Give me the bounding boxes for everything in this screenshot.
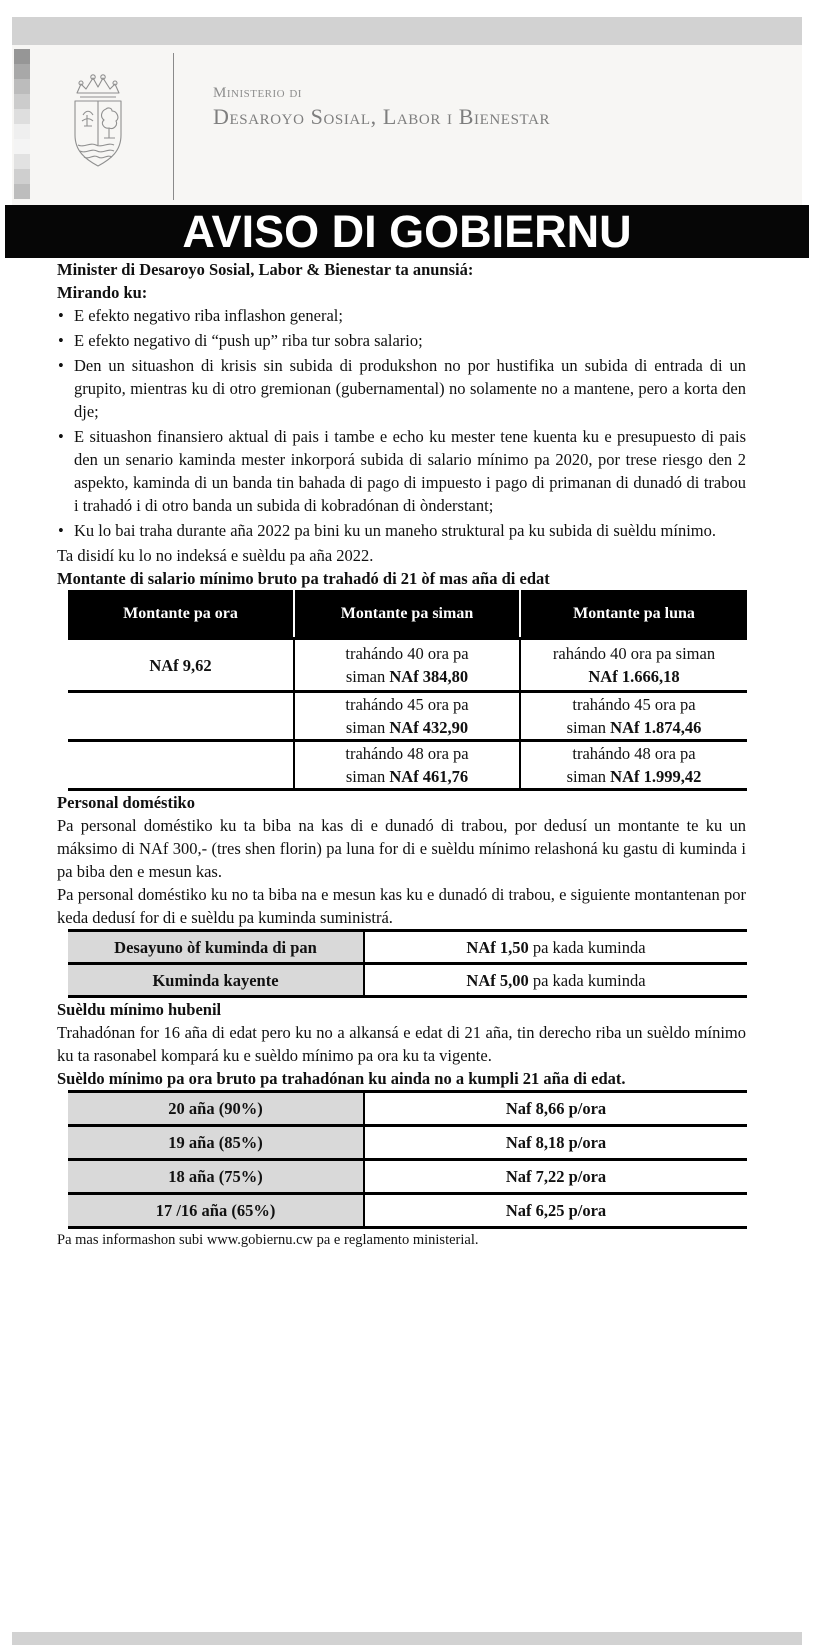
column-header-luna: Montante pa luna: [520, 590, 747, 639]
cell-line2: siman NAf 1.874,46: [566, 718, 702, 737]
notice-banner: [5, 205, 809, 258]
ministry-name-line2: Desaroyo Sosial, Labor i Bienestar: [213, 104, 551, 130]
cell-line2: siman NAf 384,80: [345, 667, 469, 686]
masthead-divider: [173, 53, 174, 200]
list-item: [57, 519, 746, 542]
bullet-icon: •: [58, 331, 64, 350]
hourly-amount-cell: [68, 741, 294, 790]
rate-cell: Naf 8,66 p/ora: [505, 1099, 607, 1118]
top-scan-bar: [12, 17, 802, 45]
cell-line1: trahándo 48 ora pa: [572, 744, 696, 763]
monthly-amount-cell: [520, 692, 747, 741]
cell-line1: trahándo 48 ora pa: [345, 744, 469, 763]
weekly-amount-cell: [294, 639, 520, 692]
salary-table: [68, 590, 747, 791]
table-row: [68, 931, 747, 964]
rate-cell: Naf 6,25 p/ora: [505, 1201, 607, 1220]
table-row: [68, 1194, 747, 1228]
youth-table-title: Suèldo mínimo pa ora bruto pa trahadónan ku ainda no a kumpli 21 aña di edat.: [57, 1069, 626, 1088]
cell-line2: siman NAf 461,76: [345, 767, 469, 786]
hourly-amount-cell: NAf 9,62: [149, 655, 212, 675]
youth-heading: Suèldu mínimo hubenil: [57, 1000, 222, 1019]
table-row: [68, 964, 747, 997]
list-item: [57, 425, 746, 517]
list-item: [57, 354, 746, 423]
ministry-name: [213, 85, 550, 130]
bullet-icon: •: [58, 521, 64, 540]
scan-artifact-strip: [14, 49, 30, 199]
age-cell: 18 aña (75%): [68, 1160, 364, 1194]
cell-line2: NAf 1.666,18: [588, 667, 680, 686]
footer-note: Pa mas informashon subi www.gobiernu.cw pa e reglamento ministerial.: [57, 1232, 479, 1248]
age-cell: 19 aña (85%): [68, 1126, 364, 1160]
deduction-table: [68, 929, 747, 998]
mirando-heading: Mirando ku:: [57, 283, 148, 302]
domestic-heading: Personal doméstiko: [57, 793, 195, 812]
cell-line1: trahándo 45 ora pa: [572, 695, 696, 714]
table-header-row: [68, 590, 747, 639]
deduction-label-cell: Desayuno òf kuminda di pan: [68, 931, 364, 964]
bottom-scan-bar: [12, 1632, 802, 1645]
cell-line1: rahándo 40 ora pa siman: [552, 644, 716, 663]
intro-line: Minister di Desaroyo Sosial, Labor & Bienestar ta anunsiá:: [57, 260, 474, 279]
list-item: [57, 304, 746, 327]
table-row: [68, 1126, 747, 1160]
list-item-text: Den un situashon di krisis sin subida di produkshon no por hustifika un subida di entrada di un grupito, mientras ku di otro gremionan (gubernamental) no solamente no a mantene, pero a korta den dje;: [74, 356, 746, 421]
table-row: [68, 692, 747, 741]
deduction-label-cell: Kuminda kayente: [68, 964, 364, 997]
list-item: [57, 329, 746, 352]
monthly-amount-cell: [520, 639, 747, 692]
table-row: [68, 1160, 747, 1194]
cell-line2: siman NAf 432,90: [345, 718, 469, 737]
column-header-ora: Montante pa ora: [68, 590, 294, 639]
deduction-amount-cell: NAf 1,50 pa kada kuminda: [466, 937, 646, 957]
age-cell: 17 /16 aña (65%): [68, 1194, 364, 1228]
bullet-icon: •: [58, 356, 64, 375]
decision-line: Ta disidí ku lo no indeksá e suèldu pa aña 2022.: [57, 546, 374, 565]
age-cell: 20 aña (90%): [68, 1092, 364, 1126]
table-row: [68, 639, 747, 692]
notice-banner-title: AVISO DI GOBIERNU: [182, 205, 632, 257]
list-item-text: E situashon finansiero aktual di pais i tambe e echo ku mester tene kuenta ku e presupuesto di pais den un senario kaminda mester inkorporá subida di salario mínimo pa 2020, por trese riesgo den 2 aspekto, kaminda di un banda tin bahada di pago di impuesto i pago di primanan di dunadó di trabou i trahadó i di otro banda un subida di kobradónan di ònderstant;: [74, 427, 746, 515]
deduction-amount-cell: NAf 5,00 pa kada kuminda: [466, 970, 646, 990]
notice-body: [57, 258, 746, 1252]
table-row: [68, 1092, 747, 1126]
hourly-amount-cell: [68, 692, 294, 741]
table-row: [68, 741, 747, 790]
bullet-icon: •: [58, 427, 64, 446]
column-header-siman: Montante pa siman: [294, 590, 520, 639]
considerations-list: [57, 304, 746, 542]
weekly-amount-cell: [294, 692, 520, 741]
monthly-amount-cell: [520, 741, 747, 790]
domestic-paragraph-1: Pa personal doméstiko ku ta biba na kas di e dunadó di trabou, por dedusí un montante te ku un máksimo di NAf 300,- (tres shen florin) pa luna for di e suèldu mínimo relashoná ku gastu di kuminda i pa biba den e mesun kas.: [57, 816, 746, 881]
coat-of-arms-logo: [62, 71, 134, 189]
list-item-text: Ku lo bai traha durante aña 2022 pa bini ku un maneho struktural pa ku subida di suèldu mínimo.: [74, 521, 716, 540]
youth-wage-table: [68, 1090, 747, 1229]
list-item-text: E efekto negativo riba inflashon general;: [74, 306, 343, 325]
rate-cell: Naf 8,18 p/ora: [505, 1133, 607, 1152]
youth-paragraph: Trahadónan for 16 aña di edat pero ku no a alkansá e edat di 21 aña, tin derecho riba un suèldo mínimo ku ta rasonabel kompará ku e suèldo mínimo pa ora ku ta vigente.: [57, 1023, 746, 1065]
list-item-text: E efekto negativo di “push up” riba tur sobra salario;: [74, 331, 423, 350]
cell-line1: trahándo 45 ora pa: [345, 695, 469, 714]
domestic-paragraph-2: Pa personal doméstiko ku no ta biba na e mesun kas ku e dunadó di trabou, e siguiente montantenan por keda dedusí for di e suèldu pa kuminda suministrá.: [57, 885, 746, 927]
cell-line2: siman NAf 1.999,42: [566, 767, 702, 786]
salary-table-title: Montante di salario mínimo bruto pa trahadó di 21 òf mas aña di edat: [57, 569, 550, 588]
masthead: [12, 45, 802, 205]
weekly-amount-cell: [294, 741, 520, 790]
bullet-icon: •: [58, 306, 64, 325]
cell-line1: trahándo 40 ora pa: [345, 644, 469, 663]
rate-cell: Naf 7,22 p/ora: [505, 1167, 607, 1186]
ministry-name-line1: Ministerio di: [213, 85, 302, 101]
